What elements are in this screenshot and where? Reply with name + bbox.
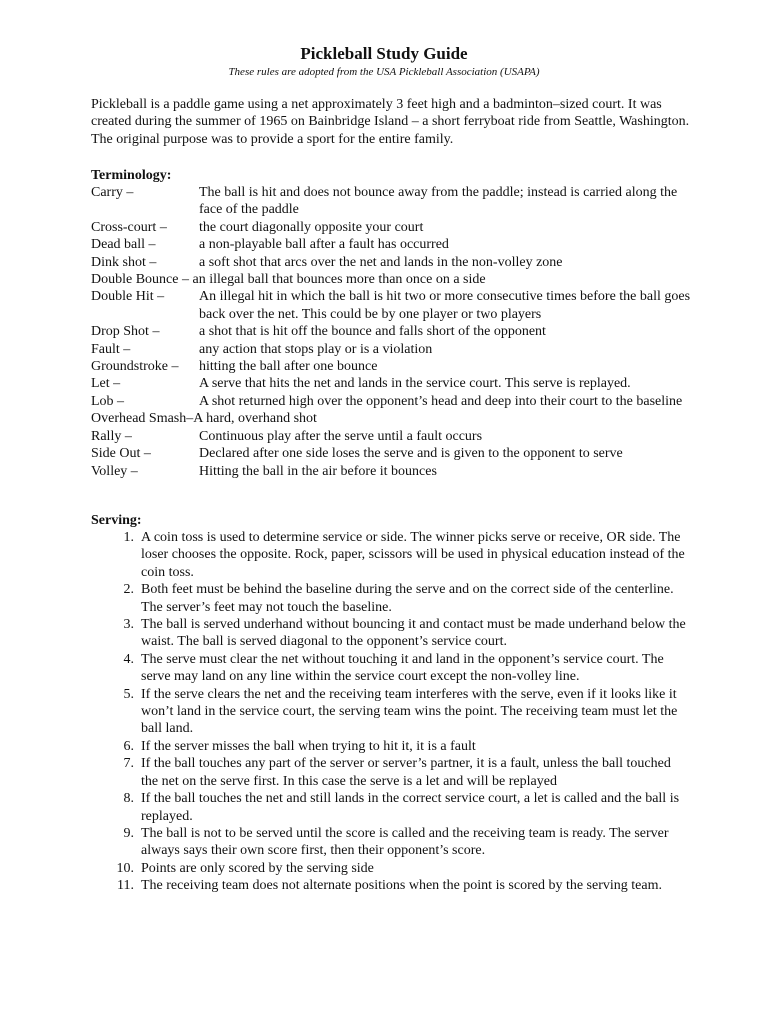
term-row: [91, 341, 691, 358]
rule-number: 7.: [123, 756, 134, 772]
rule-number: 3.: [123, 617, 134, 633]
term-row: [91, 271, 691, 288]
term-label: Lob –: [91, 393, 125, 409]
list-item: [91, 581, 691, 616]
rule-number: 2.: [123, 582, 134, 598]
rule-number: 4.: [123, 651, 134, 667]
rule-text: The receiving team does not alternate positions when the point is scored by the serving team.: [141, 878, 662, 894]
rule-number: 11.: [117, 878, 134, 894]
rule-text: The serve must clear the net without touching it and land in the opponent’s service court. The serve may land on any line within the service court except the non-volley line.: [141, 651, 664, 685]
list-item: [91, 825, 691, 860]
list-item: [91, 651, 691, 686]
term-row: [91, 463, 691, 480]
term-row: [91, 219, 691, 236]
rule-number: 9.: [123, 825, 134, 841]
term-definition: a non-playable ball after a fault has occurred: [199, 237, 449, 253]
term-row: [91, 410, 691, 427]
term-label: Fault –: [91, 341, 131, 357]
serving-rules-list: [91, 529, 691, 895]
term-definition: A hard, overhand shot: [193, 411, 317, 427]
term-label: Cross-court –: [91, 219, 167, 235]
term-row: [91, 375, 691, 392]
list-item: [91, 738, 691, 755]
list-item: [91, 686, 691, 738]
rule-number: 5.: [123, 686, 134, 702]
rule-text: Points are only scored by the serving side: [141, 860, 374, 876]
term-definition: a shot that is hit off the bounce and falls short of the opponent: [199, 324, 546, 340]
page-title: Pickleball Study Guide: [300, 44, 468, 63]
term-definition: An illegal hit in which the ball is hit two or more consecutive times before the ball goes back over the net. This could be by one player or two players: [199, 289, 691, 322]
term-row: [91, 288, 691, 323]
term-label: Groundstroke –: [91, 359, 179, 375]
term-definition: The ball is hit and does not bounce away from the paddle; instead is carried along the face of the paddle: [199, 185, 678, 218]
term-definition: Declared after one side loses the serve and is given to the opponent to serve: [199, 446, 623, 462]
term-label: Let –: [91, 376, 121, 392]
term-definition: A serve that hits the net and lands in the service court. This serve is replayed.: [199, 376, 631, 392]
list-item: [91, 529, 691, 581]
term-label: Drop Shot –: [91, 324, 160, 340]
term-row: [91, 236, 691, 253]
term-definition: any action that stops play or is a violation: [199, 341, 433, 357]
term-definition: a soft shot that arcs over the net and lands in the non-volley zone: [199, 254, 563, 270]
term-label: Double Bounce –: [91, 272, 189, 288]
list-item: [91, 860, 691, 877]
list-item: [91, 616, 691, 651]
rule-text: If the ball touches the net and still lands in the correct service court, a let is called and the ball is replayed.: [141, 791, 680, 824]
term-row: [91, 254, 691, 271]
term-label: Side Out –: [91, 446, 151, 462]
term-definition: A shot returned high over the opponent’s head and deep into their court to the baseline: [199, 393, 683, 409]
term-label: Dead ball –: [91, 237, 156, 253]
term-label: Rally –: [91, 428, 132, 444]
term-row: [91, 428, 691, 445]
intro-paragraph: Pickleball is a paddle game using a net approximately 3 feet high and a badminton–sized court. It was created during the summer of 1965 on Bainbridge Island – a short ferryboat ride from Seattle, Washington. The original purpose was to provide a sport for the entire family.: [91, 97, 690, 147]
term-row: [91, 358, 691, 375]
list-item: [91, 755, 691, 790]
rule-number: 6.: [123, 738, 134, 754]
term-row: [91, 184, 691, 219]
page-subtitle: These rules are adopted from the USA Pickleball Association (USAPA): [228, 66, 540, 78]
term-definition: Hitting the ball in the air before it bounces: [199, 463, 437, 479]
rule-number: 8.: [123, 791, 134, 807]
rule-text: Both feet must be behind the baseline during the serve and on the correct side of the centerline. The server’s feet may not touch the baseline.: [141, 582, 674, 615]
term-label: Volley –: [91, 463, 138, 479]
term-label: Carry –: [91, 185, 134, 200]
terminology-list: [91, 184, 691, 480]
rule-text: If the serve clears the net and the receiving team interferes with the serve, even if it looks like it won’t land in the service court, the serving team wins the point. The receiving team must let the ball land.: [141, 686, 678, 737]
terminology-heading: Terminology:: [91, 168, 172, 183]
term-definition: the court diagonally opposite your court: [199, 219, 424, 235]
term-row: [91, 445, 691, 462]
rule-text: The ball is served underhand without bouncing it and contact must be made underhand below the waist. The ball is served diagonal to the opponent’s service court.: [141, 617, 686, 650]
term-definition: an illegal ball that bounces more than once on a side: [192, 272, 486, 288]
term-definition: Continuous play after the serve until a fault occurs: [199, 428, 483, 444]
list-item: [91, 877, 691, 894]
term-definition: hitting the ball after one bounce: [199, 359, 378, 375]
rule-text: A coin toss is used to determine service or side. The winner picks serve or receive, OR side. The loser chooses the opposite. Rock, paper, scissors will be used in physical education instead of the coin toss.: [141, 530, 685, 580]
serving-heading: Serving:: [91, 513, 142, 528]
rule-text: The ball is not to be served until the score is called and the receiving team is ready. The server always says their own score first, then their opponent’s score.: [141, 825, 669, 859]
term-label: Dink shot –: [91, 254, 157, 270]
list-item: [91, 790, 691, 825]
rule-text: If the ball touches any part of the server or server’s partner, it is a fault, unless the ball touched the net on the serve first. In this case the serve is a let and will be replayed: [141, 756, 671, 789]
term-row: [91, 323, 691, 340]
term-label: Double Hit –: [91, 289, 165, 305]
rule-number: 1.: [123, 530, 134, 545]
term-label: Overhead Smash–: [91, 411, 194, 427]
rule-text: If the server misses the ball when trying to hit it, it is a fault: [141, 738, 476, 754]
term-row: [91, 393, 691, 410]
rule-number: 10.: [116, 860, 134, 876]
